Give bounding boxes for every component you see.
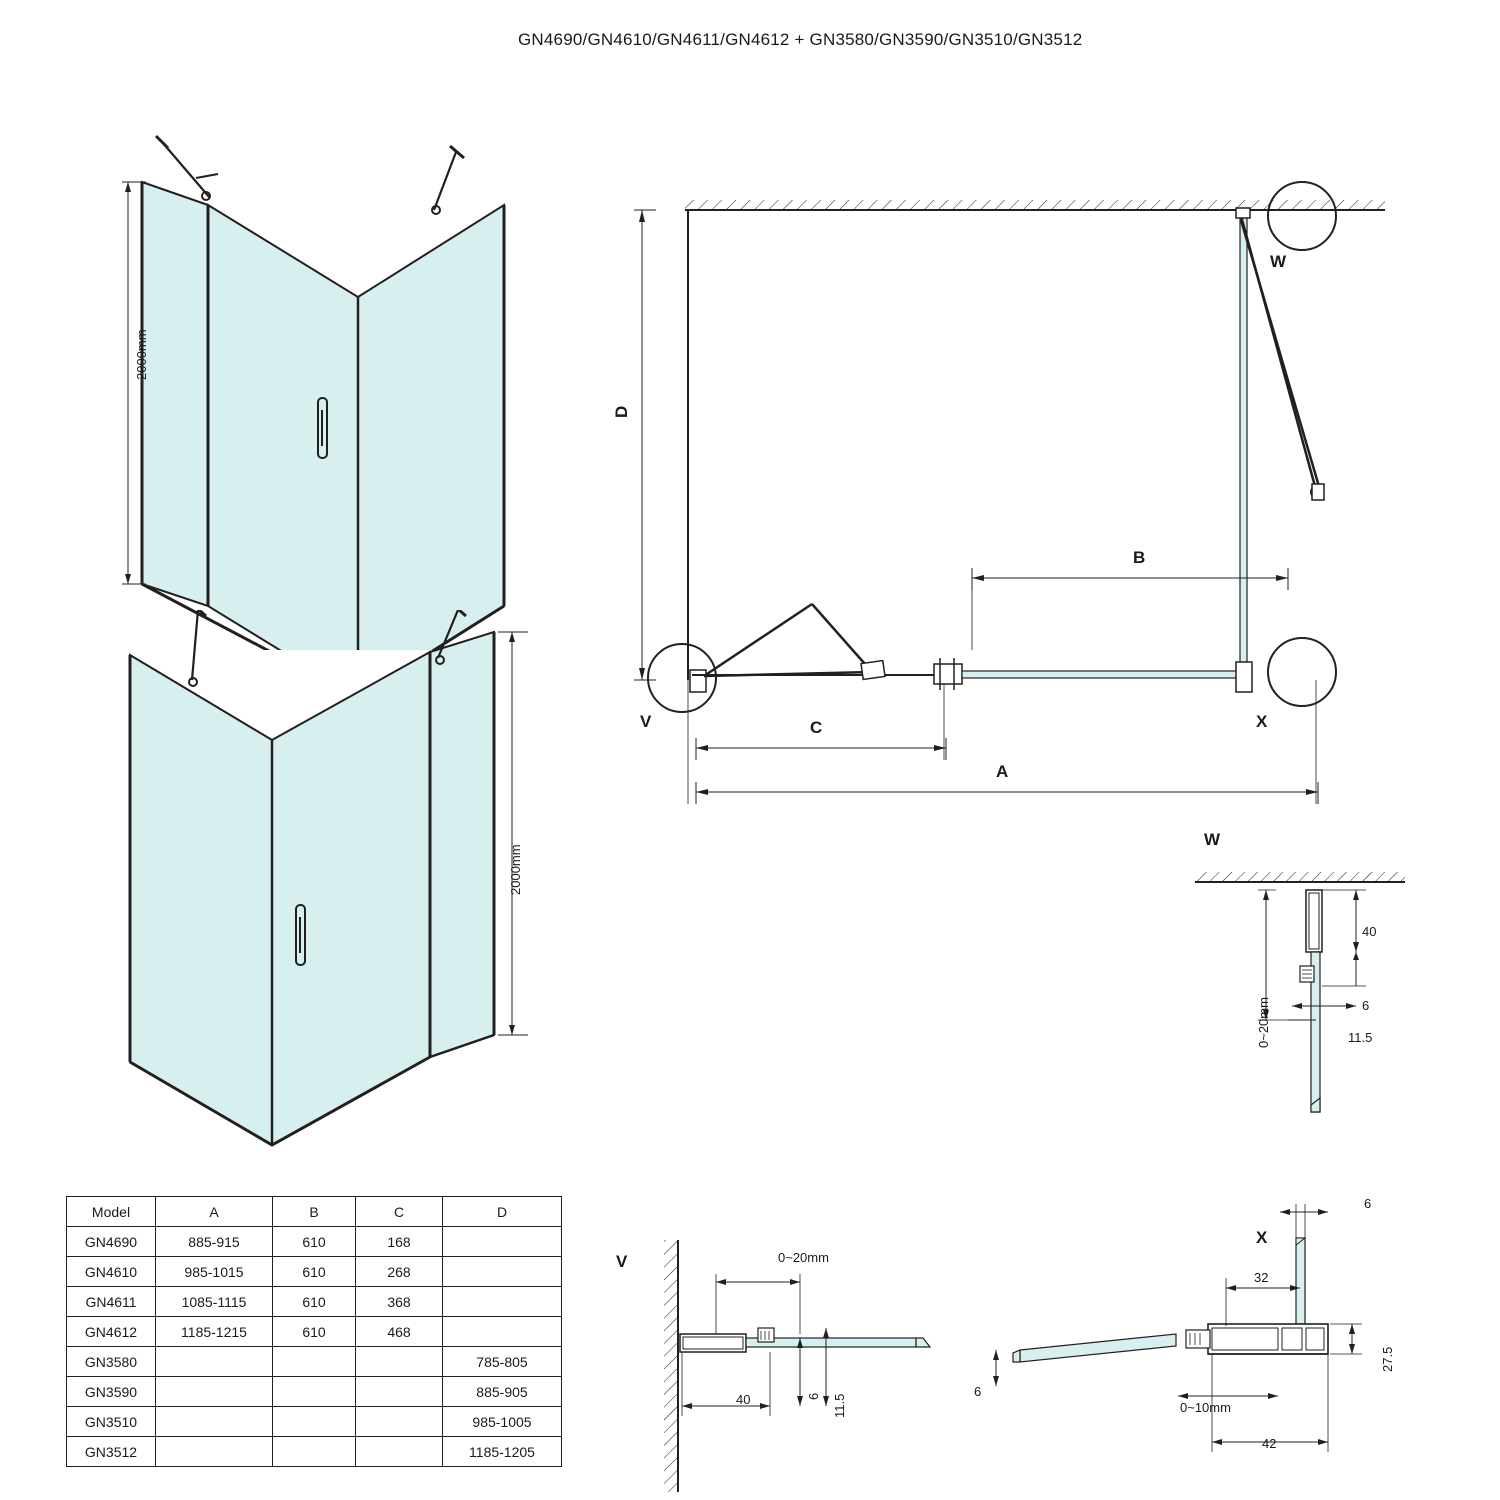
- plan-view: [600, 180, 1400, 820]
- table-cell-b: 610: [273, 1257, 356, 1287]
- table-cell-c: [356, 1437, 443, 1467]
- detail-W-dim-40: 40: [1362, 924, 1377, 939]
- table-cell-d: 1185-1205: [443, 1437, 562, 1467]
- table-cell-model: GN4612: [67, 1317, 156, 1347]
- table-cell-b: 610: [273, 1287, 356, 1317]
- detail-V-title: V: [616, 1252, 628, 1271]
- table-cell-d: [443, 1317, 562, 1347]
- table-cell-model: GN3512: [67, 1437, 156, 1467]
- detail-W-dim-115: 11.5: [1348, 1030, 1373, 1045]
- table-cell-c: 468: [356, 1317, 443, 1347]
- isometric-view-bottom: [100, 610, 540, 1190]
- table-cell-c: 368: [356, 1287, 443, 1317]
- iso-top-height-label: 2000mm: [134, 329, 149, 380]
- table-header-cell: A: [156, 1197, 273, 1227]
- table-cell-model: GN3510: [67, 1407, 156, 1437]
- table-cell-model: GN3580: [67, 1347, 156, 1377]
- detail-X-title: X: [1256, 1228, 1268, 1247]
- table-cell-c: [356, 1347, 443, 1377]
- table-cell-c: 168: [356, 1227, 443, 1257]
- detail-V-dim-6: 6: [806, 1392, 821, 1400]
- table-cell-d: [443, 1257, 562, 1287]
- detail-X-dim-6-left: 6: [974, 1384, 982, 1399]
- table-header-cell: D: [443, 1197, 562, 1227]
- plan-dim-C: C: [810, 718, 823, 737]
- table-row: [67, 1347, 562, 1377]
- table-cell-model: GN4611: [67, 1287, 156, 1317]
- plan-detail-marker-X: X: [1256, 712, 1268, 731]
- table-cell-a: [156, 1347, 273, 1377]
- plan-dim-A: A: [996, 762, 1009, 781]
- table-header-cell: B: [273, 1197, 356, 1227]
- isometric-view-top: [100, 70, 540, 650]
- table-row: [67, 1287, 562, 1317]
- detail-W-dim-6: 6: [1362, 998, 1370, 1013]
- table-cell-model: GN3590: [67, 1377, 156, 1407]
- table-cell-a: 1085-1115: [156, 1287, 273, 1317]
- table-cell-a: 1185-1215: [156, 1317, 273, 1347]
- detail-X: [980, 1190, 1410, 1500]
- table-cell-b: 610: [273, 1227, 356, 1257]
- table-cell-c: 268: [356, 1257, 443, 1287]
- detail-W-gap: 0~20mm: [1256, 997, 1271, 1048]
- table-cell-c: [356, 1377, 443, 1407]
- detail-V-dim-40: 40: [736, 1392, 751, 1407]
- table-cell-b: 610: [273, 1317, 356, 1347]
- table-header-row: [67, 1197, 562, 1227]
- table-cell-b: [273, 1347, 356, 1377]
- table-cell-d: 885-905: [443, 1377, 562, 1407]
- detail-V: [650, 1230, 950, 1500]
- table-cell-b: [273, 1377, 356, 1407]
- detail-X-dim-32: 32: [1254, 1270, 1269, 1285]
- detail-X-gap: 0~10mm: [1180, 1400, 1231, 1415]
- table-row: [67, 1317, 562, 1347]
- table-row: [67, 1227, 562, 1257]
- detail-W-title: W: [1204, 830, 1221, 849]
- plan-detail-marker-V: V: [640, 712, 652, 731]
- table-row: [67, 1407, 562, 1437]
- detail-V-gap: 0~20mm: [778, 1250, 829, 1265]
- table-header-cell: C: [356, 1197, 443, 1227]
- table-cell-d: [443, 1287, 562, 1317]
- detail-X-dim-42: 42: [1262, 1436, 1277, 1451]
- iso-bottom-height-label: 2000mm: [508, 844, 523, 895]
- table-cell-a: 885-915: [156, 1227, 273, 1257]
- table-cell-d: 785-805: [443, 1347, 562, 1377]
- table-cell-d: 985-1005: [443, 1407, 562, 1437]
- table-cell-b: [273, 1407, 356, 1437]
- table-row: [67, 1377, 562, 1407]
- table-cell-c: [356, 1407, 443, 1437]
- table-cell-a: [156, 1407, 273, 1437]
- table-cell-d: [443, 1227, 562, 1257]
- plan-dim-B: B: [1133, 548, 1146, 567]
- plan-detail-marker-W: W: [1270, 252, 1287, 271]
- table-cell-model: GN4610: [67, 1257, 156, 1287]
- page-title: GN4690/GN4610/GN4611/GN4612 + GN3580/GN3590/GN3510/GN3512: [518, 30, 1083, 49]
- detail-X-dim-275: 27.5: [1380, 1346, 1395, 1372]
- table-cell-a: 985-1015: [156, 1257, 273, 1287]
- table-cell-a: [156, 1437, 273, 1467]
- table-cell-b: [273, 1437, 356, 1467]
- detail-V-dim-115: 11.5: [832, 1393, 847, 1418]
- dimensions-table: [66, 1196, 562, 1467]
- table-row: [67, 1257, 562, 1287]
- table-cell-model: GN4690: [67, 1227, 156, 1257]
- table-header-cell: Model: [67, 1197, 156, 1227]
- table-cell-a: [156, 1377, 273, 1407]
- plan-dim-D: D: [612, 405, 631, 418]
- detail-W: [1180, 860, 1430, 1140]
- table-row: [67, 1437, 562, 1467]
- detail-X-dim-6-top: 6: [1364, 1196, 1372, 1211]
